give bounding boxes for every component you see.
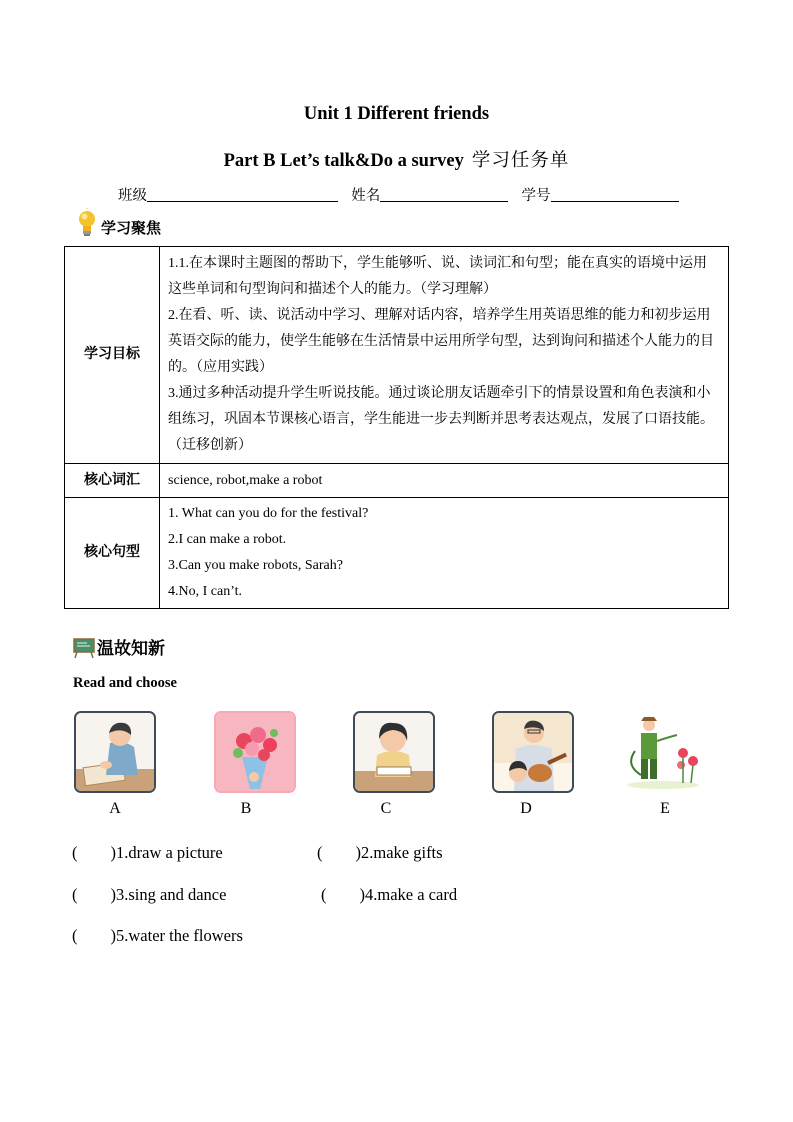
- question-5: [72, 926, 243, 946]
- subtitle-cn: 学习任务单: [471, 151, 570, 171]
- name-label: 姓名: [351, 188, 381, 204]
- sentence-3: 3.Can you make robots, Sarah?: [168, 558, 343, 573]
- table-row: [65, 247, 729, 464]
- picture-letter: A: [109, 800, 121, 817]
- question-3: [72, 885, 226, 905]
- instruction: Read and choose: [73, 675, 177, 691]
- picture-letter: E: [660, 800, 670, 817]
- picture-letter: D: [520, 800, 532, 817]
- picture-boy-drawing: [74, 711, 156, 793]
- question-text: 2.make gifts: [361, 843, 443, 862]
- picture-guitar: [492, 711, 574, 793]
- picture-letter: C: [380, 800, 392, 817]
- answer-blank[interactable]: ( ): [72, 885, 116, 904]
- review-heading-text: 温故知新: [97, 639, 165, 658]
- subtitle-en: Part B Let’s talk&Do a survey: [223, 151, 464, 171]
- focus-heading: [76, 208, 161, 240]
- page-subtitle: [0, 146, 793, 172]
- question-text: 4.make a card: [365, 885, 458, 904]
- question-text: 1.draw a picture: [116, 843, 223, 862]
- row-label: 核心句型: [65, 498, 160, 609]
- objective-1: 1.1.在本课时主题图的帮助下，学生能够听、说、读词汇和句型；能在真实的语境中运用这些单词和句型询问和描述个人的能力。（学习理解）: [168, 256, 707, 297]
- row-content: [160, 498, 729, 609]
- lightbulb-icon: [76, 208, 98, 240]
- question-2: [317, 843, 443, 863]
- picture-girl-card: [353, 711, 435, 793]
- sentence-1: 1. What can you do for the festival?: [168, 506, 369, 521]
- focus-heading-text: 学习聚焦: [101, 221, 162, 237]
- name-field[interactable]: [380, 186, 508, 202]
- picture-watering: [621, 711, 703, 793]
- page-title: Unit 1 Different friends: [303, 104, 490, 124]
- review-heading: [73, 634, 165, 659]
- picture-letter: B: [240, 800, 252, 817]
- number-label: 学号: [521, 188, 551, 204]
- question-text: 3.sing and dance: [116, 885, 227, 904]
- picture-flowers: [214, 711, 296, 793]
- question-1: [72, 843, 223, 863]
- class-field[interactable]: [147, 186, 338, 202]
- row-label: 学习目标: [65, 247, 160, 464]
- objective-2: 2.在看、听、读、说活动中学习、理解对话内容，培养学生用英语思维的能力和初步运用英语交际的能力，使学生能够在生活情景中运用所学句型，达到询问和描述个人能力的目的。（应用实践）: [168, 308, 714, 375]
- sentence-2: 2.I can make a robot.: [168, 532, 287, 547]
- answer-blank[interactable]: ( ): [72, 843, 116, 862]
- objectives-table: [64, 246, 729, 609]
- row-content: [160, 247, 729, 464]
- question-4: [321, 885, 457, 905]
- row-label: 核心词汇: [65, 464, 160, 498]
- table-row: [65, 498, 729, 609]
- answer-blank[interactable]: ( ): [321, 885, 365, 904]
- objective-3: 3.通过多种活动提升学生听说技能。通过谈论朋友话题牵引下的情景设置和角色表演和小组练习，巩固本节课核心语言，学生能进一步去判断并思考表达观点，发展了口语技能。（迁移创新）: [168, 386, 714, 453]
- answer-blank[interactable]: ( ): [317, 843, 361, 862]
- table-row: [65, 464, 729, 498]
- row-content: science, robot,make a robot: [160, 464, 729, 498]
- question-text: 5.water the flowers: [116, 926, 243, 945]
- student-info: [118, 184, 679, 205]
- answer-blank[interactable]: ( ): [72, 926, 116, 945]
- sentence-4: 4.No, I can’t.: [168, 584, 242, 599]
- blackboard-icon: [73, 637, 95, 659]
- number-field[interactable]: [551, 186, 679, 202]
- class-label: 班级: [118, 188, 147, 204]
